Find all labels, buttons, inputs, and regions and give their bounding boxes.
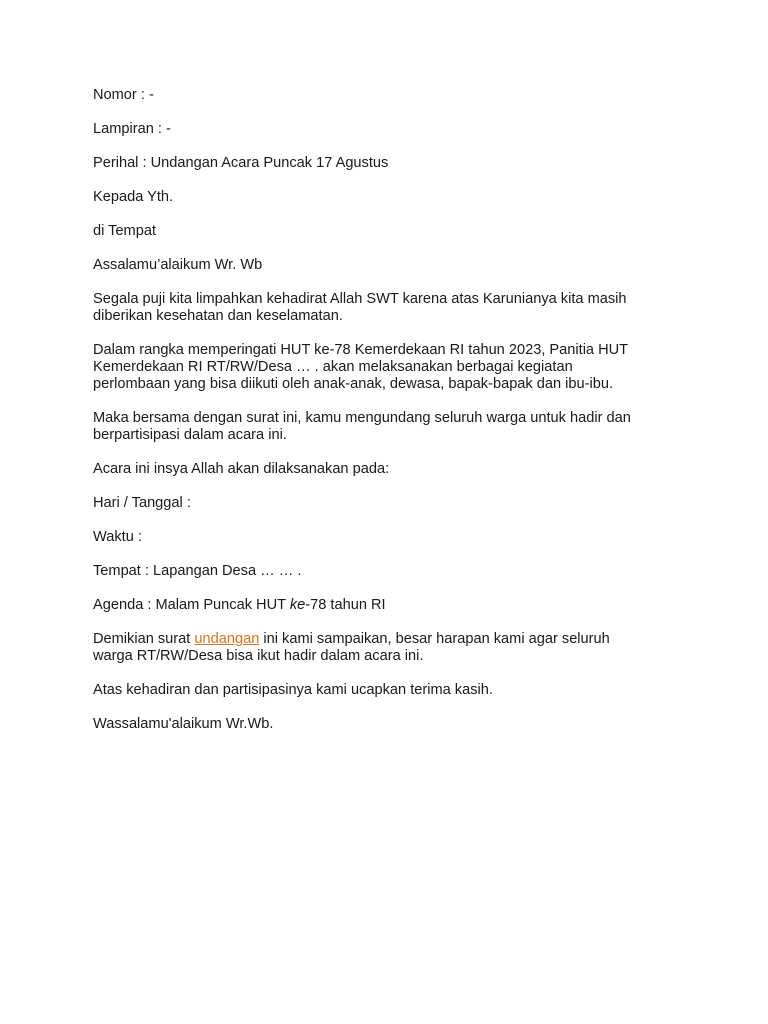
paragraph-event-context <box>93 342 693 393</box>
letter-opening-greeting: Assalamu’alaikum Wr. Wb <box>93 257 263 273</box>
event-time-field: Waktu : <box>93 529 142 545</box>
thank-you-line: Atas kehadiran dan partisipasinya kami ucapkan terima kasih. <box>93 682 493 698</box>
paragraph-gratitude <box>93 291 693 325</box>
paragraph-line: diberikan kesehatan dan keselamatan. <box>93 308 343 324</box>
paragraph-invitation <box>93 410 693 444</box>
letter-closing-greeting: Wassalamu'alaikum Wr.Wb. <box>93 716 274 732</box>
letter-recipient-place: di Tempat <box>93 223 157 239</box>
closing-before-link: Demikian surat <box>93 631 195 647</box>
letter-perihal: Perihal : Undangan Acara Puncak 17 Agustus <box>93 155 389 171</box>
undangan-link[interactable]: undangan <box>194 631 260 647</box>
letter-recipient: Kepada Yth. <box>93 189 174 205</box>
paragraph-line: berpartisipasi dalam acara ini. <box>93 427 287 443</box>
paragraph-line: Segala puji kita limpahkan kehadirat Allah SWT karena atas Karunianya kita masih <box>93 291 627 307</box>
paragraph-line: warga RT/RW/Desa bisa ikut hadir dalam acara ini. <box>93 648 424 664</box>
event-date-field: Hari / Tanggal : <box>93 495 191 511</box>
event-place-field: Tempat : Lapangan Desa … … . <box>93 563 302 579</box>
event-intro: Acara ini insya Allah akan dilaksanakan pada: <box>93 461 390 477</box>
letter-body <box>93 87 693 750</box>
agenda-italic: ke <box>289 597 306 613</box>
letter-nomor: Nomor : - <box>93 87 154 103</box>
paragraph-line: perlombaan yang bisa diikuti oleh anak-anak, dewasa, bapak-bapak dan ibu-ibu. <box>93 376 614 392</box>
agenda-prefix: Agenda : Malam Puncak HUT <box>93 597 290 613</box>
paragraph-line: Kemerdekaan RI RT/RW/Desa … . akan melaksanakan berbagai kegiatan <box>93 359 573 375</box>
paragraph-line: Maka bersama dengan surat ini, kamu mengundang seluruh warga untuk hadir dan <box>93 410 631 426</box>
closing-after-link: ini kami sampaikan, besar harapan kami agar seluruh <box>259 631 610 647</box>
agenda-suffix: -78 tahun RI <box>305 597 386 613</box>
letter-lampiran: Lampiran : - <box>93 121 171 137</box>
paragraph-line: Dalam rangka memperingati HUT ke-78 Kemerdekaan RI tahun 2023, Panitia HUT <box>93 342 629 358</box>
paragraph-closing <box>93 631 693 665</box>
event-agenda-field <box>93 597 693 614</box>
